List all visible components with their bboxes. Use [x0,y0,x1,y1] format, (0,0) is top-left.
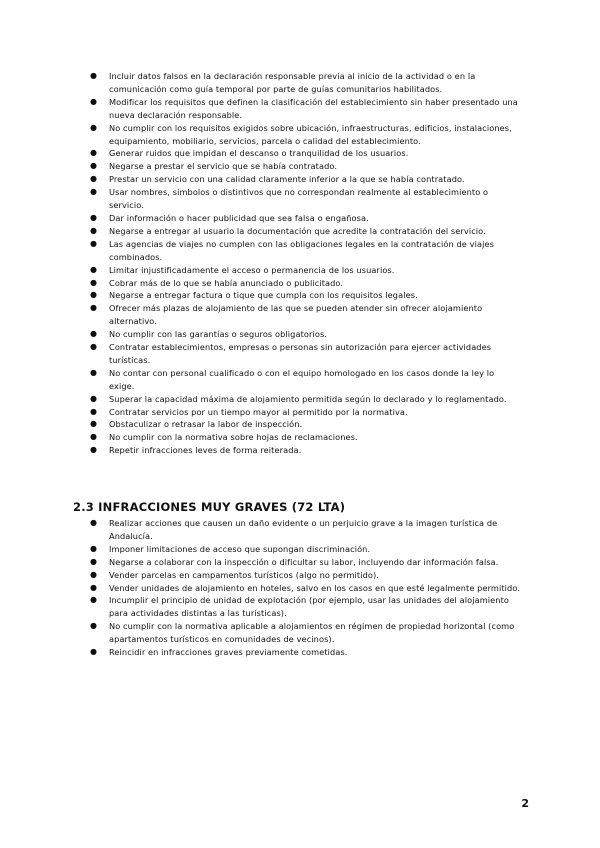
list-item [90,393,522,406]
list-item-text: Incluir datos falsos en la declaración responsable previa al inicio de la actividad o en la comunicación como guía temporal por parte de guías comunitarios habilitados. [109,71,476,94]
list-item-text: Vender unidades de alojamiento en hoteles, salvo en los casos en que esté legalmente permitido. [109,582,521,593]
list-item [90,582,522,595]
list-item [90,517,522,543]
bullet-icon: ● [90,582,98,592]
bullet-icon: ● [90,96,98,106]
bullet-icon: ● [90,122,98,132]
list-item-text: Contratar servicios por un tiempo mayor al permitido por la normativa. [109,406,408,417]
list-item-text: Repetir infracciones leves de forma reiterada. [109,445,302,456]
list-item-text: Limitar injustificadamente el acceso o permanencia de los usuarios. [109,264,395,275]
list-item [90,160,522,173]
bullet-icon: ● [90,225,98,235]
list-item-text: Reincidir en infracciones graves previamente cometidas. [109,647,348,658]
bullet-icon: ● [90,303,98,313]
list-item-text: Obstaculizar o retrasar la labor de inspección. [109,419,303,430]
page-number: 2 [521,797,529,810]
bullet-icon: ● [90,543,98,553]
list-item [90,147,522,160]
bullet-icon: ● [90,569,98,579]
list-item [90,225,522,238]
list-item-text: No cumplir con los requisitos exigidos sobre ubicación, infraestructuras, edificios, instalaciones, equipamiento, mobiliario, servicios, parcela o calidad del establecimiento. [109,122,512,146]
list-item-text: Modificar los requisitos que definen la clasificación del establecimiento sin haber presentado una nueva declaración responsable. [109,96,518,120]
bullet-icon: ● [90,161,98,171]
list-item [90,238,522,264]
list-item-text: Negarse a entregar factura o tique que cumpla con los requisitos legales. [109,290,418,301]
list-item [90,122,522,148]
bullet-icon: ● [90,290,98,300]
list-item-text: No cumplir con la normativa aplicable a alojamientos en régimen de propiedad horizontal (como apartamentos turísticos en comunidades de vecinos). [109,621,515,645]
list-item-text: Imponer limitaciones de acceso que supongan discriminación. [109,543,371,554]
bullet-icon: ● [90,329,98,339]
list-item [90,277,522,290]
infracciones-muy-graves-list [90,517,522,659]
list-item-text: Usar nombres, símbolos o distintivos que no correspondan realmente al establecimiento o servicio. [109,187,489,211]
list-item-text: Incumplir el principio de unidad de explotación (por ejemplo, usar las unidades del alojamiento para actividades distintas a las turísticas). [109,595,510,619]
bullet-icon: ● [90,518,98,527]
list-item [90,341,522,367]
list-item-text: Prestar un servicio con una calidad claramente inferior a la que se había contratado. [109,174,465,185]
list-item-text: Ofrecer más plazas de alojamiento de las que se pueden atender sin ofrecer alojamiento alternativo. [109,303,483,327]
list-item-text: Contratar establecimientos, empresas o personas sin autorización para ejercer actividades turísticas. [109,342,492,365]
list-item-text: Negarse a colaborar con la inspección o dificultar su labor, incluyendo dar información falsa. [109,556,499,567]
list-item [90,444,522,457]
list-item-text: Las agencias de viajes no cumplen con las obligaciones legales en la contratación de viajes combinados. [109,238,494,262]
bullet-icon: ● [90,174,98,184]
list-item [90,569,522,582]
list-item-text: Superar la capacidad máxima de alojamiento permitida según lo declarado y lo reglamentado. [109,393,507,404]
bullet-icon: ● [90,71,98,80]
list-item [90,96,522,122]
bullet-icon: ● [90,419,98,429]
list-item [90,302,522,328]
bullet-icon: ● [90,647,98,657]
list-item [90,431,522,444]
list-item-text: No contar con personal cualificado o con el equipo homologado en los casos donde la ley lo exige. [109,367,495,391]
bullet-icon: ● [90,187,98,197]
list-item [90,367,522,393]
list-item [90,264,522,277]
list-item [90,173,522,186]
list-item [90,556,522,569]
bullet-icon: ● [90,212,98,222]
bullet-icon: ● [90,621,98,631]
list-item-text: Negarse a prestar el servicio que se había contratado. [109,161,338,172]
list-item-text: No cumplir con la normativa sobre hojas de reclamaciones. [109,432,358,443]
list-item-text: No cumplir con las garantías o seguros obligatorios. [109,329,328,340]
infracciones-graves-list [90,70,522,457]
list-item-text: Vender parcelas en campamentos turísticos (algo no permitido). [109,569,379,580]
list-item [90,212,522,225]
list-item [90,406,522,419]
bullet-icon: ● [90,264,98,274]
list-item-text: Negarse a entregar al usuario la documentación que acredite la contratación del servicio. [109,225,486,236]
list-item [90,646,522,659]
list-item-text: Realizar acciones que causen un daño evidente o un perjuicio grave a la imagen turística de Andalucía. [109,518,498,541]
list-item-text: Dar información o hacer publicidad que sea falsa o engañosa. [109,212,369,223]
list-item [90,418,522,431]
bullet-icon: ● [90,148,98,158]
list-item [90,620,522,646]
bullet-icon: ● [90,393,98,403]
list-item-text: Generar ruidos que impidan el descanso o tranquilidad de los usuarios. [109,148,409,159]
bullet-icon: ● [90,277,98,287]
list-item [90,70,522,96]
list-item [90,289,522,302]
list-item [90,328,522,341]
section-heading-muy-graves: 2.3 INFRACCIONES MUY GRAVES (72 LTA) [73,500,346,514]
bullet-icon: ● [90,445,98,455]
bullet-icon: ● [90,238,98,248]
bullet-icon: ● [90,342,98,352]
bullet-icon: ● [90,556,98,566]
list-item [90,543,522,556]
list-item [90,594,522,620]
bullet-icon: ● [90,432,98,442]
list-item [90,186,522,212]
bullet-icon: ● [90,595,98,605]
list-item-text: Cobrar más de lo que se había anunciado o publicitado. [109,277,344,288]
bullet-icon: ● [90,406,98,416]
bullet-icon: ● [90,367,98,377]
